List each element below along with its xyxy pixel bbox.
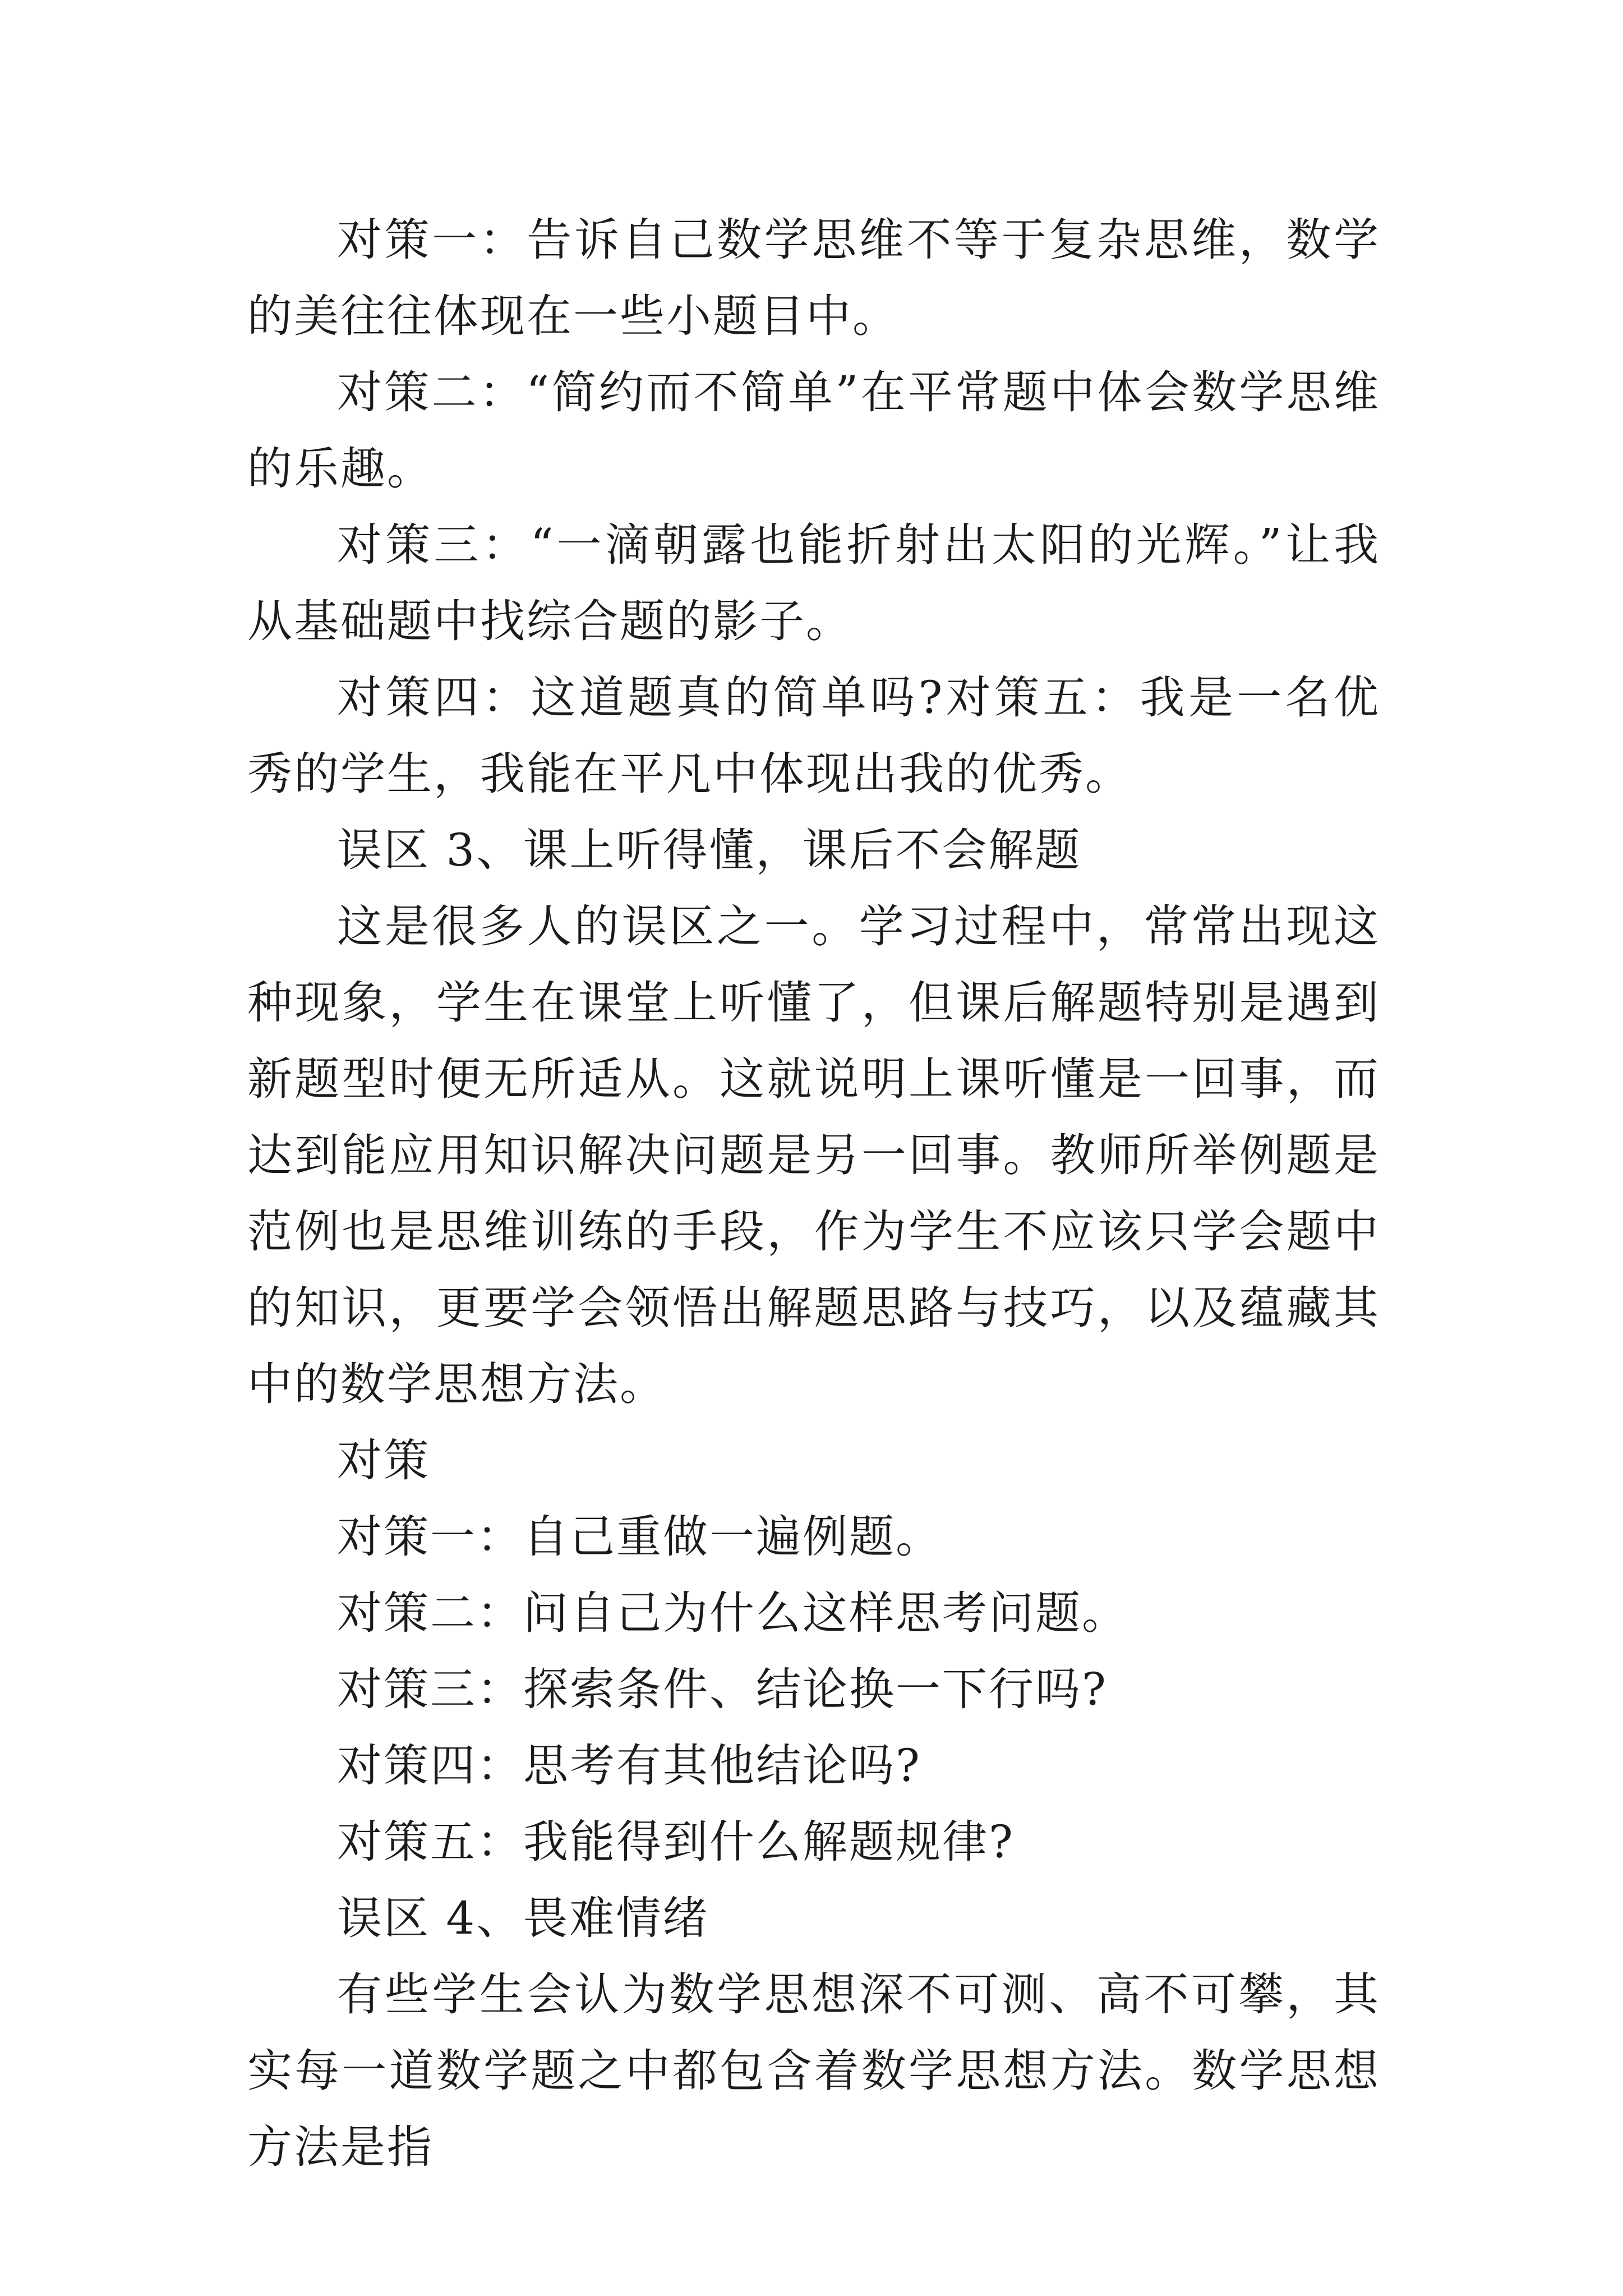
list-item-strategy-5: 对策五：我能得到什么解题规律? — [337, 1816, 1015, 1868]
list-item-strategy-3: 对策三：探索条件、结论换一下行吗? — [337, 1663, 1108, 1715]
paragraph-strategy-2: 对策二：“简约而不简单”在平常题中体会数学思维的乐趣。 — [247, 366, 1380, 495]
heading-strategy: 对策 — [337, 1434, 430, 1487]
paragraph-strategy-3: 对策三：“一滴朝露也能折射出太阳的光辉。”让我从基础题中找综合题的影子。 — [247, 519, 1380, 647]
paragraph-strategy-1: 对策一：告诉自己数学思维不等于复杂思维，数学的美往往体现在一些小题目中。 — [247, 214, 1380, 342]
paragraph-misconception-4-body: 有些学生会认为数学思想深不可测、高不可攀，其实每一道数学题之中都包含着数学思想方法。数学思想方法是指 — [247, 1968, 1380, 2173]
paragraph-misconception-3-body: 这是很多人的误区之一。学习过程中，常常出现这种现象，学生在课堂上听懂了，但课后解题特别是遇到新题型时便无所适从。这就说明上课听懂是一回事，而达到能应用知识解决问题是另一回事。教师所举例题是范例也是思维训练的手段，作为学生不应该只学会题中的知识，更要学会领悟出解题思路与技巧，以及蕴藏其中的数学思想方法。 — [247, 900, 1380, 1410]
heading-misconception-3: 误区 3、课上听得懂，课后不会解题 — [337, 824, 1082, 876]
document-body — [247, 202, 1380, 2185]
list-item-strategy-2: 对策二：问自己为什么这样思考问题。 — [337, 1587, 1128, 1639]
heading-misconception-4: 误区 4、畏难情绪 — [337, 1892, 709, 1944]
list-item-strategy-4: 对策四：思考有其他结论吗? — [337, 1740, 921, 1792]
list-item-strategy-1: 对策一：自己重做一遍例题。 — [337, 1511, 942, 1563]
paragraph-strategy-4-5: 对策四：这道题真的简单吗?对策五：我是一名优秀的学生，我能在平凡中体现出我的优秀。 — [247, 671, 1380, 800]
